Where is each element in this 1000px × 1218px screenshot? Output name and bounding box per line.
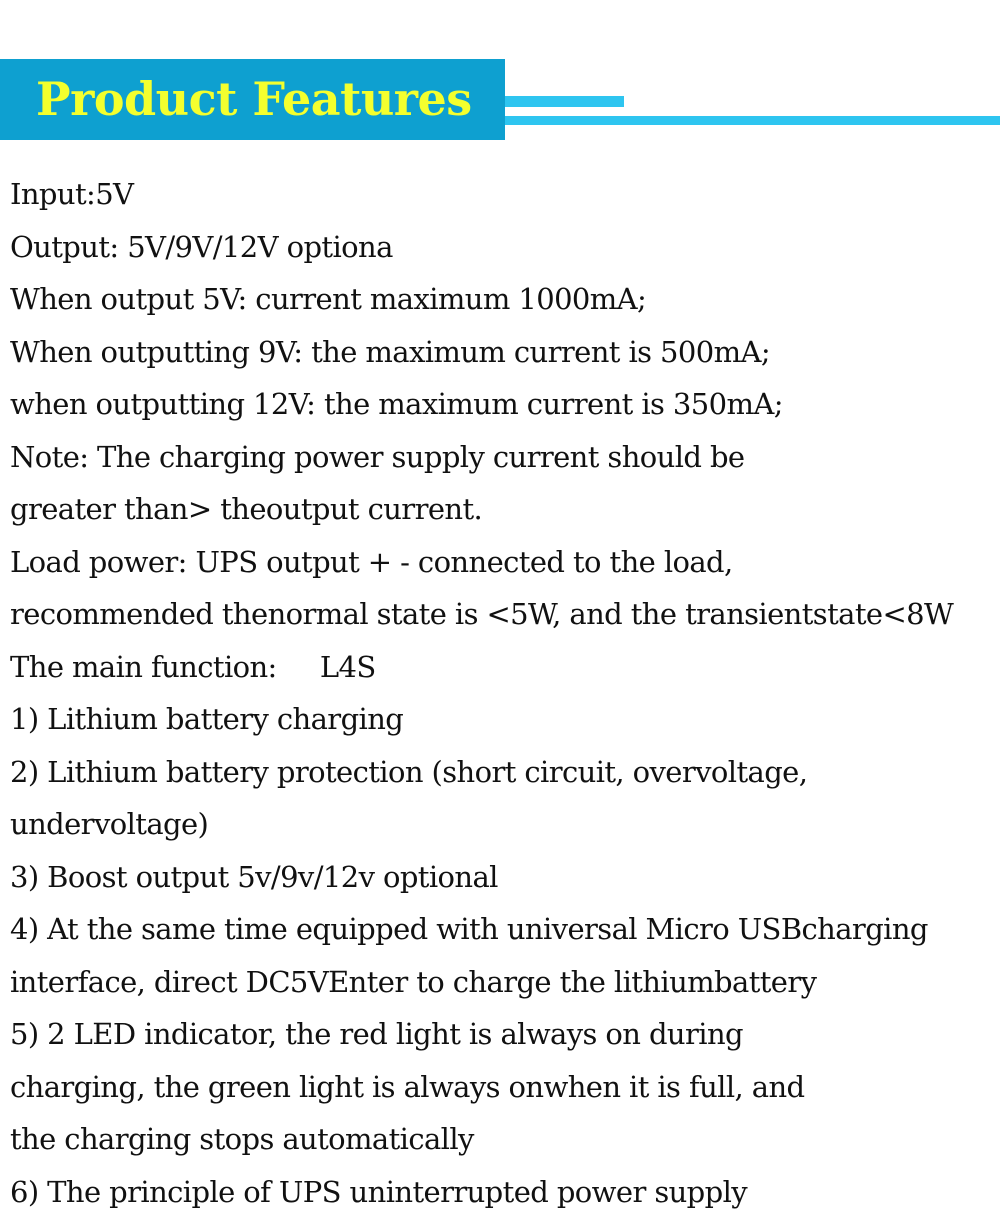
text-line: 1) Lithium battery charging (10, 693, 1000, 746)
feature-text-block (10, 168, 1000, 1218)
text-line: Input:5V (10, 168, 1000, 221)
text-line: interface, direct DC5VEnter to charge the lithiumbattery (10, 956, 1000, 1009)
text-line: greater than> theoutput current. (10, 483, 1000, 536)
text-line: Note: The charging power supply current should be (10, 431, 1000, 484)
text-line: 2) Lithium battery protection (short circuit, overvoltage, (10, 746, 1000, 799)
text-line: when outputting 12V: the maximum current is 350mA; (10, 378, 1000, 431)
accent-bar-long (505, 116, 1000, 125)
text-line: Output: 5V/9V/12V optiona (10, 221, 1000, 274)
text-line: recommended thenormal state is <5W, and the transientstate<8W (10, 588, 1000, 641)
text-line: 3) Boost output 5v/9v/12v optional (10, 851, 1000, 904)
accent-bar-short (505, 96, 624, 107)
text-line: Load power: UPS output + - connected to the load, (10, 536, 1000, 589)
text-line: 4) At the same time equipped with universal Micro USBcharging (10, 903, 1000, 956)
text-line: The main function: L4S (10, 641, 1000, 694)
text-line: charging, the green light is always onwhen it is full, and (10, 1061, 1000, 1114)
text-line: undervoltage) (10, 798, 1000, 851)
text-line: 5) 2 LED indicator, the red light is always on during (10, 1008, 1000, 1061)
text-line: 6) The principle of UPS uninterrupted power supply (10, 1166, 1000, 1218)
text-line: When output 5V: current maximum 1000mA; (10, 273, 1000, 326)
text-line: When outputting 9V: the maximum current is 500mA; (10, 326, 1000, 379)
page-title: Product Features (36, 70, 472, 128)
text-line: the charging stops automatically (10, 1113, 1000, 1166)
